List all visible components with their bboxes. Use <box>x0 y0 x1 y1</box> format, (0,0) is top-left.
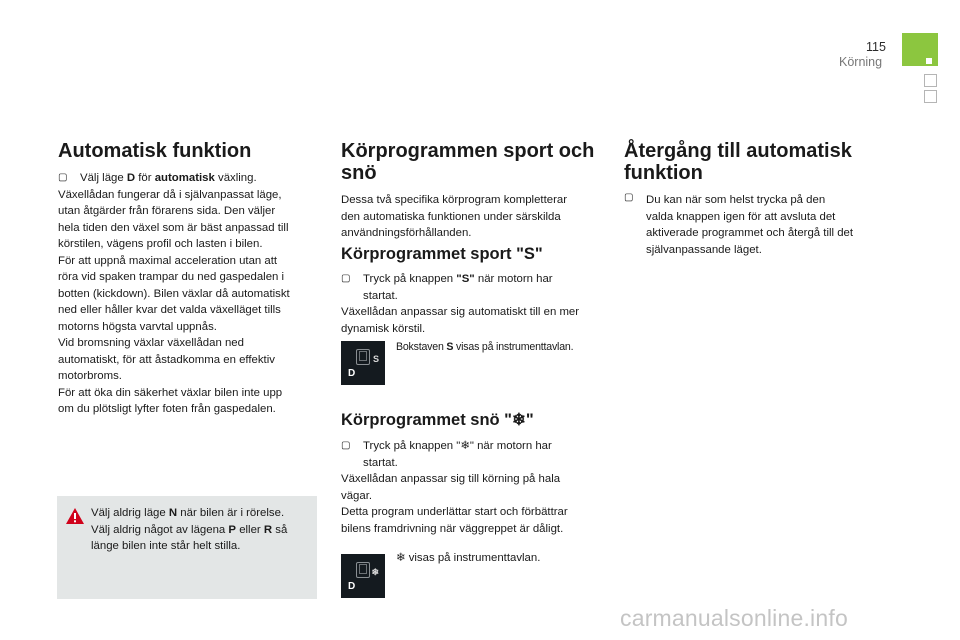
gear-p: P <box>228 523 237 536</box>
text-line: dynamisk körstil. <box>341 322 426 335</box>
text-line: Detta program underlättar start och förbättrar <box>341 506 568 518</box>
nav-box-2 <box>924 90 937 103</box>
dashboard-snow-icon <box>341 554 385 598</box>
text-line: den automatiska funktionen under särskilda <box>341 210 561 223</box>
text-line: aktiverade programmet och återgå till det <box>646 227 854 239</box>
bullet-return <box>624 192 894 258</box>
text: Välj läge <box>80 172 127 184</box>
snow-body <box>341 471 609 537</box>
warning-icon <box>66 508 84 524</box>
warning-box <box>57 496 317 599</box>
text-line: Du kan när som helst trycka på den <box>646 194 826 206</box>
warning-text <box>91 505 313 555</box>
dashboard-sport-icon <box>341 341 385 385</box>
text-line: motorns högsta varvtal uppnås. <box>58 320 217 333</box>
bullet-press-snow <box>341 438 609 471</box>
text-line: botten (kickdown). Bilen växlar då automatiskt <box>58 287 290 300</box>
column-programs <box>341 140 609 242</box>
sport-body <box>341 304 609 337</box>
text: Välj aldrig läge <box>91 507 169 519</box>
text-line: automatiskt, för att åstadkomma en effektiv <box>58 353 275 366</box>
text: växling. <box>214 172 257 184</box>
chapter-tab <box>902 33 938 66</box>
text: Bokstaven <box>396 341 447 353</box>
letter-s: S <box>446 341 454 353</box>
section-title-automatic: Automatisk funktion <box>58 140 252 162</box>
dash-symbol: S <box>372 354 379 364</box>
text-line: utan åtgärder från förarens sida. Den väljer <box>58 205 276 217</box>
text-line: Vid bromsning växlar växellådan ned <box>58 337 244 349</box>
text-line: Växellådan anpassar sig till körning på hala <box>341 473 561 485</box>
display-inner <box>359 351 367 361</box>
gear-r: R <box>263 523 273 536</box>
bullet-icon: ▢ <box>341 273 351 284</box>
nav-box-1 <box>924 74 937 87</box>
text: visas på instrumenttavlan. <box>453 341 574 353</box>
text: så <box>272 523 288 536</box>
text-line: bilens framdrivning när väggreppet är dåligt. <box>341 522 564 535</box>
text: när bilen är i rörelse. <box>177 507 285 519</box>
section-title-return <box>624 140 894 184</box>
text: när motorn har <box>474 273 553 285</box>
text: för <box>135 172 155 184</box>
text-line: körstilen, vägens profil och lasten i bilen. <box>58 238 263 250</box>
text-line: vägar. <box>341 489 373 502</box>
column-return <box>624 140 894 258</box>
intro-text <box>341 192 609 242</box>
text-line: För att uppnå maximal acceleration utan att <box>58 254 278 267</box>
text: Välj aldrig något av lägena <box>91 523 229 536</box>
bullet-press-s <box>341 271 609 304</box>
text-line: ned eller håller kvar det valda växelläget tills <box>58 304 281 316</box>
return-body <box>646 192 894 258</box>
gear-n: N <box>168 507 178 519</box>
text-line: valda knappen igen för att avsluta det <box>646 210 836 223</box>
text-line: För att öka din säkerhet växlar bilen inte upp <box>58 386 283 399</box>
bullet-icon: ▢ <box>624 192 634 203</box>
text-line: Växellådan fungerar då i självanpassat läge, <box>58 188 282 201</box>
column-automatic <box>58 140 318 418</box>
gear-d: D <box>126 172 136 184</box>
text: Tryck på knappen "❄" när motorn har <box>363 440 552 452</box>
text: startat. <box>363 289 398 302</box>
text-line: om du plötsligt lyfter foten från gaspedalen. <box>58 403 276 415</box>
title-line: Återgång till automatisk <box>624 140 852 162</box>
sport-title: Körprogrammet sport "S" <box>341 245 543 263</box>
text-line: självanpassande läget. <box>646 243 762 256</box>
watermark: carmanualsonline.info <box>620 605 848 631</box>
dash-letter: D <box>348 581 356 592</box>
body-text <box>58 187 318 418</box>
text: startat. <box>363 456 398 469</box>
text-line: hela tiden den växel som är bäst anpassad till <box>58 221 289 234</box>
title-line: funktion <box>624 162 703 184</box>
text: länge bilen inte står helt stilla. <box>91 540 241 552</box>
dash-letter: D <box>348 368 356 379</box>
display-inner <box>359 564 367 574</box>
text-line: Växellådan anpassar sig automatiskt till en mer <box>341 306 580 318</box>
bullet-icon: ▢ <box>58 172 68 183</box>
text-line: motorbroms. <box>58 370 122 382</box>
text-line: Dessa två specifika körprogram kompletterar <box>341 194 567 206</box>
section-title-programs: Körprogrammen sport och snö <box>341 140 595 184</box>
bullet-icon: ▢ <box>341 440 351 451</box>
tab-marker <box>926 58 932 64</box>
snow-title: Körprogrammet snö "❄" <box>341 411 534 429</box>
page-number: 115 <box>866 40 886 54</box>
text: Tryck på knappen <box>363 273 457 285</box>
emphasis: automatisk <box>154 172 215 184</box>
text-line: röra vid spaken trampar du ned gaspedalen i <box>58 271 285 283</box>
text: eller <box>236 523 264 536</box>
snow-section <box>341 410 609 537</box>
sport-icon-caption <box>396 339 573 356</box>
section-label: Körning <box>839 55 883 69</box>
sport-section <box>341 245 609 337</box>
dash-symbol: ❄ <box>371 567 379 577</box>
bullet-select-d <box>58 170 318 187</box>
button-s: "S" <box>456 273 475 285</box>
text-line: användningsförhållanden. <box>341 227 472 239</box>
snow-icon-caption: ❄ visas på instrumenttavlan. <box>396 552 541 564</box>
